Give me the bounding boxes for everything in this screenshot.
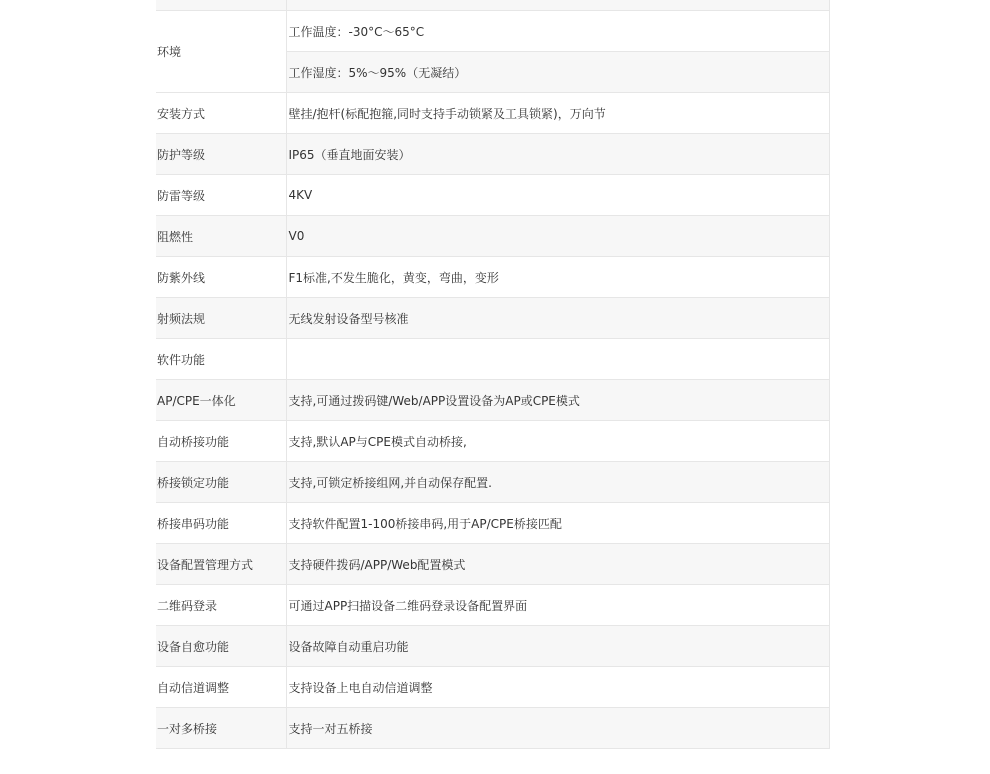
row-value: 支持一对五桥接 <box>286 708 829 749</box>
row-value: 支持,默认AP与CPE模式自动桥接, <box>286 421 829 462</box>
row-label: 桥接锁定功能 <box>156 462 286 503</box>
spec-table <box>156 0 830 749</box>
table-row <box>156 421 829 462</box>
table-row <box>156 626 829 667</box>
row-label: 设备配置管理方式 <box>156 544 286 585</box>
table-row <box>156 462 829 503</box>
row-value: 支持硬件拨码/APP/Web配置模式 <box>286 544 829 585</box>
row-label: 射频法规 <box>156 298 286 339</box>
row-label: 防护等级 <box>156 134 286 175</box>
row-label: 自动桥接功能 <box>156 421 286 462</box>
row-value: 无线发射设备型号核准 <box>286 298 829 339</box>
row-label: 环境 <box>156 11 286 93</box>
table-row <box>156 503 829 544</box>
row-label: 防雷等级 <box>156 175 286 216</box>
row-label <box>156 0 286 11</box>
row-value: 支持,可锁定桥接组网,并自动保存配置. <box>286 462 829 503</box>
row-label: 阻燃性 <box>156 216 286 257</box>
row-label: 防紫外线 <box>156 257 286 298</box>
row-label: 安装方式 <box>156 93 286 134</box>
row-value: 支持软件配置1-100桥接串码,用于AP/CPE桥接匹配 <box>286 503 829 544</box>
table-row <box>156 380 829 421</box>
row-label: 软件功能 <box>156 339 286 380</box>
row-value: F1标准,不发生脆化，黄变，弯曲，变形 <box>286 257 829 298</box>
row-value: IP65（垂直地面安装） <box>286 134 829 175</box>
table-row <box>156 585 829 626</box>
table-row <box>156 298 829 339</box>
row-value <box>286 0 829 11</box>
row-value: 设备故障自动重启功能 <box>286 626 829 667</box>
row-value: 支持,可通过拨码键/Web/APP设置设备为AP或CPE模式 <box>286 380 829 421</box>
table-row <box>156 544 829 585</box>
table-row <box>156 93 829 134</box>
table-row <box>156 257 829 298</box>
table-row <box>156 175 829 216</box>
row-label: 设备自愈功能 <box>156 626 286 667</box>
row-label: 二维码登录 <box>156 585 286 626</box>
row-value: 4KV <box>286 175 829 216</box>
row-value <box>286 339 829 380</box>
row-label: 一对多桥接 <box>156 708 286 749</box>
table-row <box>156 134 829 175</box>
table-row <box>156 708 829 749</box>
row-value: 支持设备上电自动信道调整 <box>286 667 829 708</box>
table-row <box>156 667 829 708</box>
table-row <box>156 11 829 52</box>
table-row <box>156 339 829 380</box>
row-value: 工作温度：-30°C～65°C <box>286 11 829 52</box>
row-label: AP/CPE一体化 <box>156 380 286 421</box>
row-label: 桥接串码功能 <box>156 503 286 544</box>
row-label: 自动信道调整 <box>156 667 286 708</box>
table-row <box>156 0 829 11</box>
row-value: V0 <box>286 216 829 257</box>
table-row <box>156 216 829 257</box>
row-value: 工作湿度：5%～95%（无凝结） <box>286 52 829 93</box>
row-value: 壁挂/抱杆(标配抱箍,同时支持手动锁紧及工具锁紧)，万向节 <box>286 93 829 134</box>
row-value: 可通过APP扫描设备二维码登录设备配置界面 <box>286 585 829 626</box>
